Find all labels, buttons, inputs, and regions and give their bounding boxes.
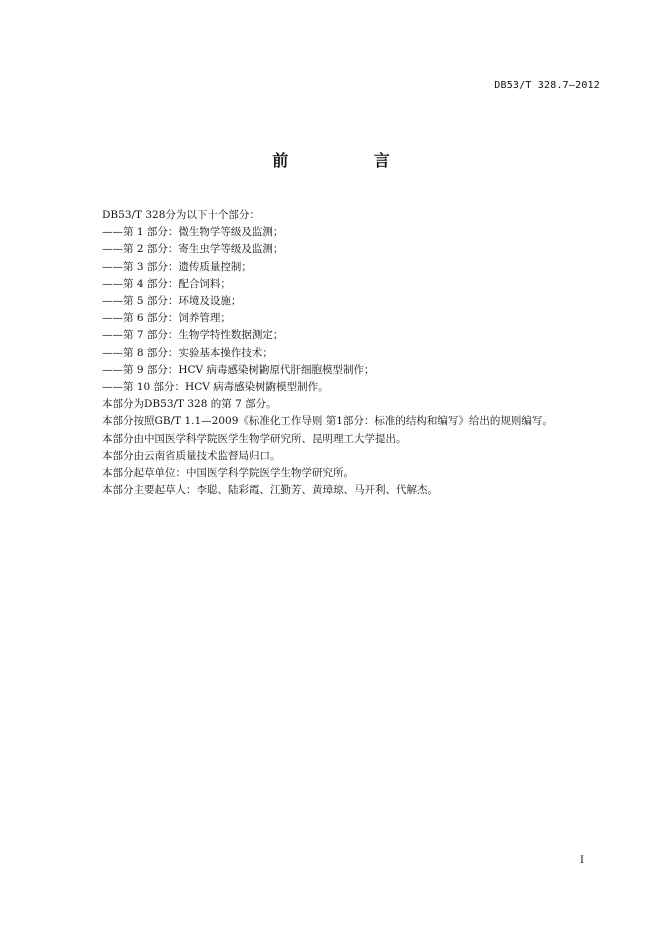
part-list-item: ——第 9 部分：HCV 病毒感染树鼩原代肝细胞模型制作； [102, 363, 375, 376]
part-list-item: ——第 1 部分：微生物学等级及监测； [102, 226, 284, 239]
statement-line: 本部分为DB53/T 328 的第 7 部分。 [102, 398, 277, 411]
page-title: 前 言 [272, 151, 430, 170]
statement-line: 本部分按照GB/T 1.1—2009《标准化工作导则 第1部分：标准的结构和编写》给出的规则编写。 [102, 415, 553, 428]
page-number: I [580, 855, 584, 866]
statement-line: 本部分主要起草人：李聪、陆彩霞、江勤芳、黄璋琼、马开利、代解杰。 [102, 484, 438, 497]
part-list-item: ——第 2 部分：寄生虫学等级及监测； [102, 243, 284, 256]
part-list-item: ——第 10 部分：HCV 病毒感染树鼩模型制作。 [102, 381, 329, 394]
foreword-body [102, 207, 602, 499]
document-code: DB53/T 328.7—2012 [494, 80, 600, 91]
part-list-item: ——第 7 部分：生物学特性数据测定； [102, 329, 284, 342]
statement-line: 本部分起草单位：中国医学科学院医学生物学研究所。 [102, 467, 354, 480]
part-list-item: ——第 8 部分：实验基本操作技术； [102, 346, 273, 359]
statement-line: 本部分由云南省质量技术监督局归口。 [102, 449, 281, 462]
part-list-item: ——第 6 部分：饲养管理； [102, 312, 231, 325]
intro-line: DB53/T 328分为以下十个部分： [102, 209, 260, 221]
part-list-item: ——第 5 部分：环境及设施； [102, 295, 242, 308]
statement-line: 本部分由中国医学科学院医学生物学研究所、昆明理工大学提出。 [102, 432, 407, 445]
part-list-item: ——第 3 部分：遗传质量控制； [102, 260, 252, 273]
part-list-item: ——第 4 部分：配合饲料； [102, 277, 231, 290]
